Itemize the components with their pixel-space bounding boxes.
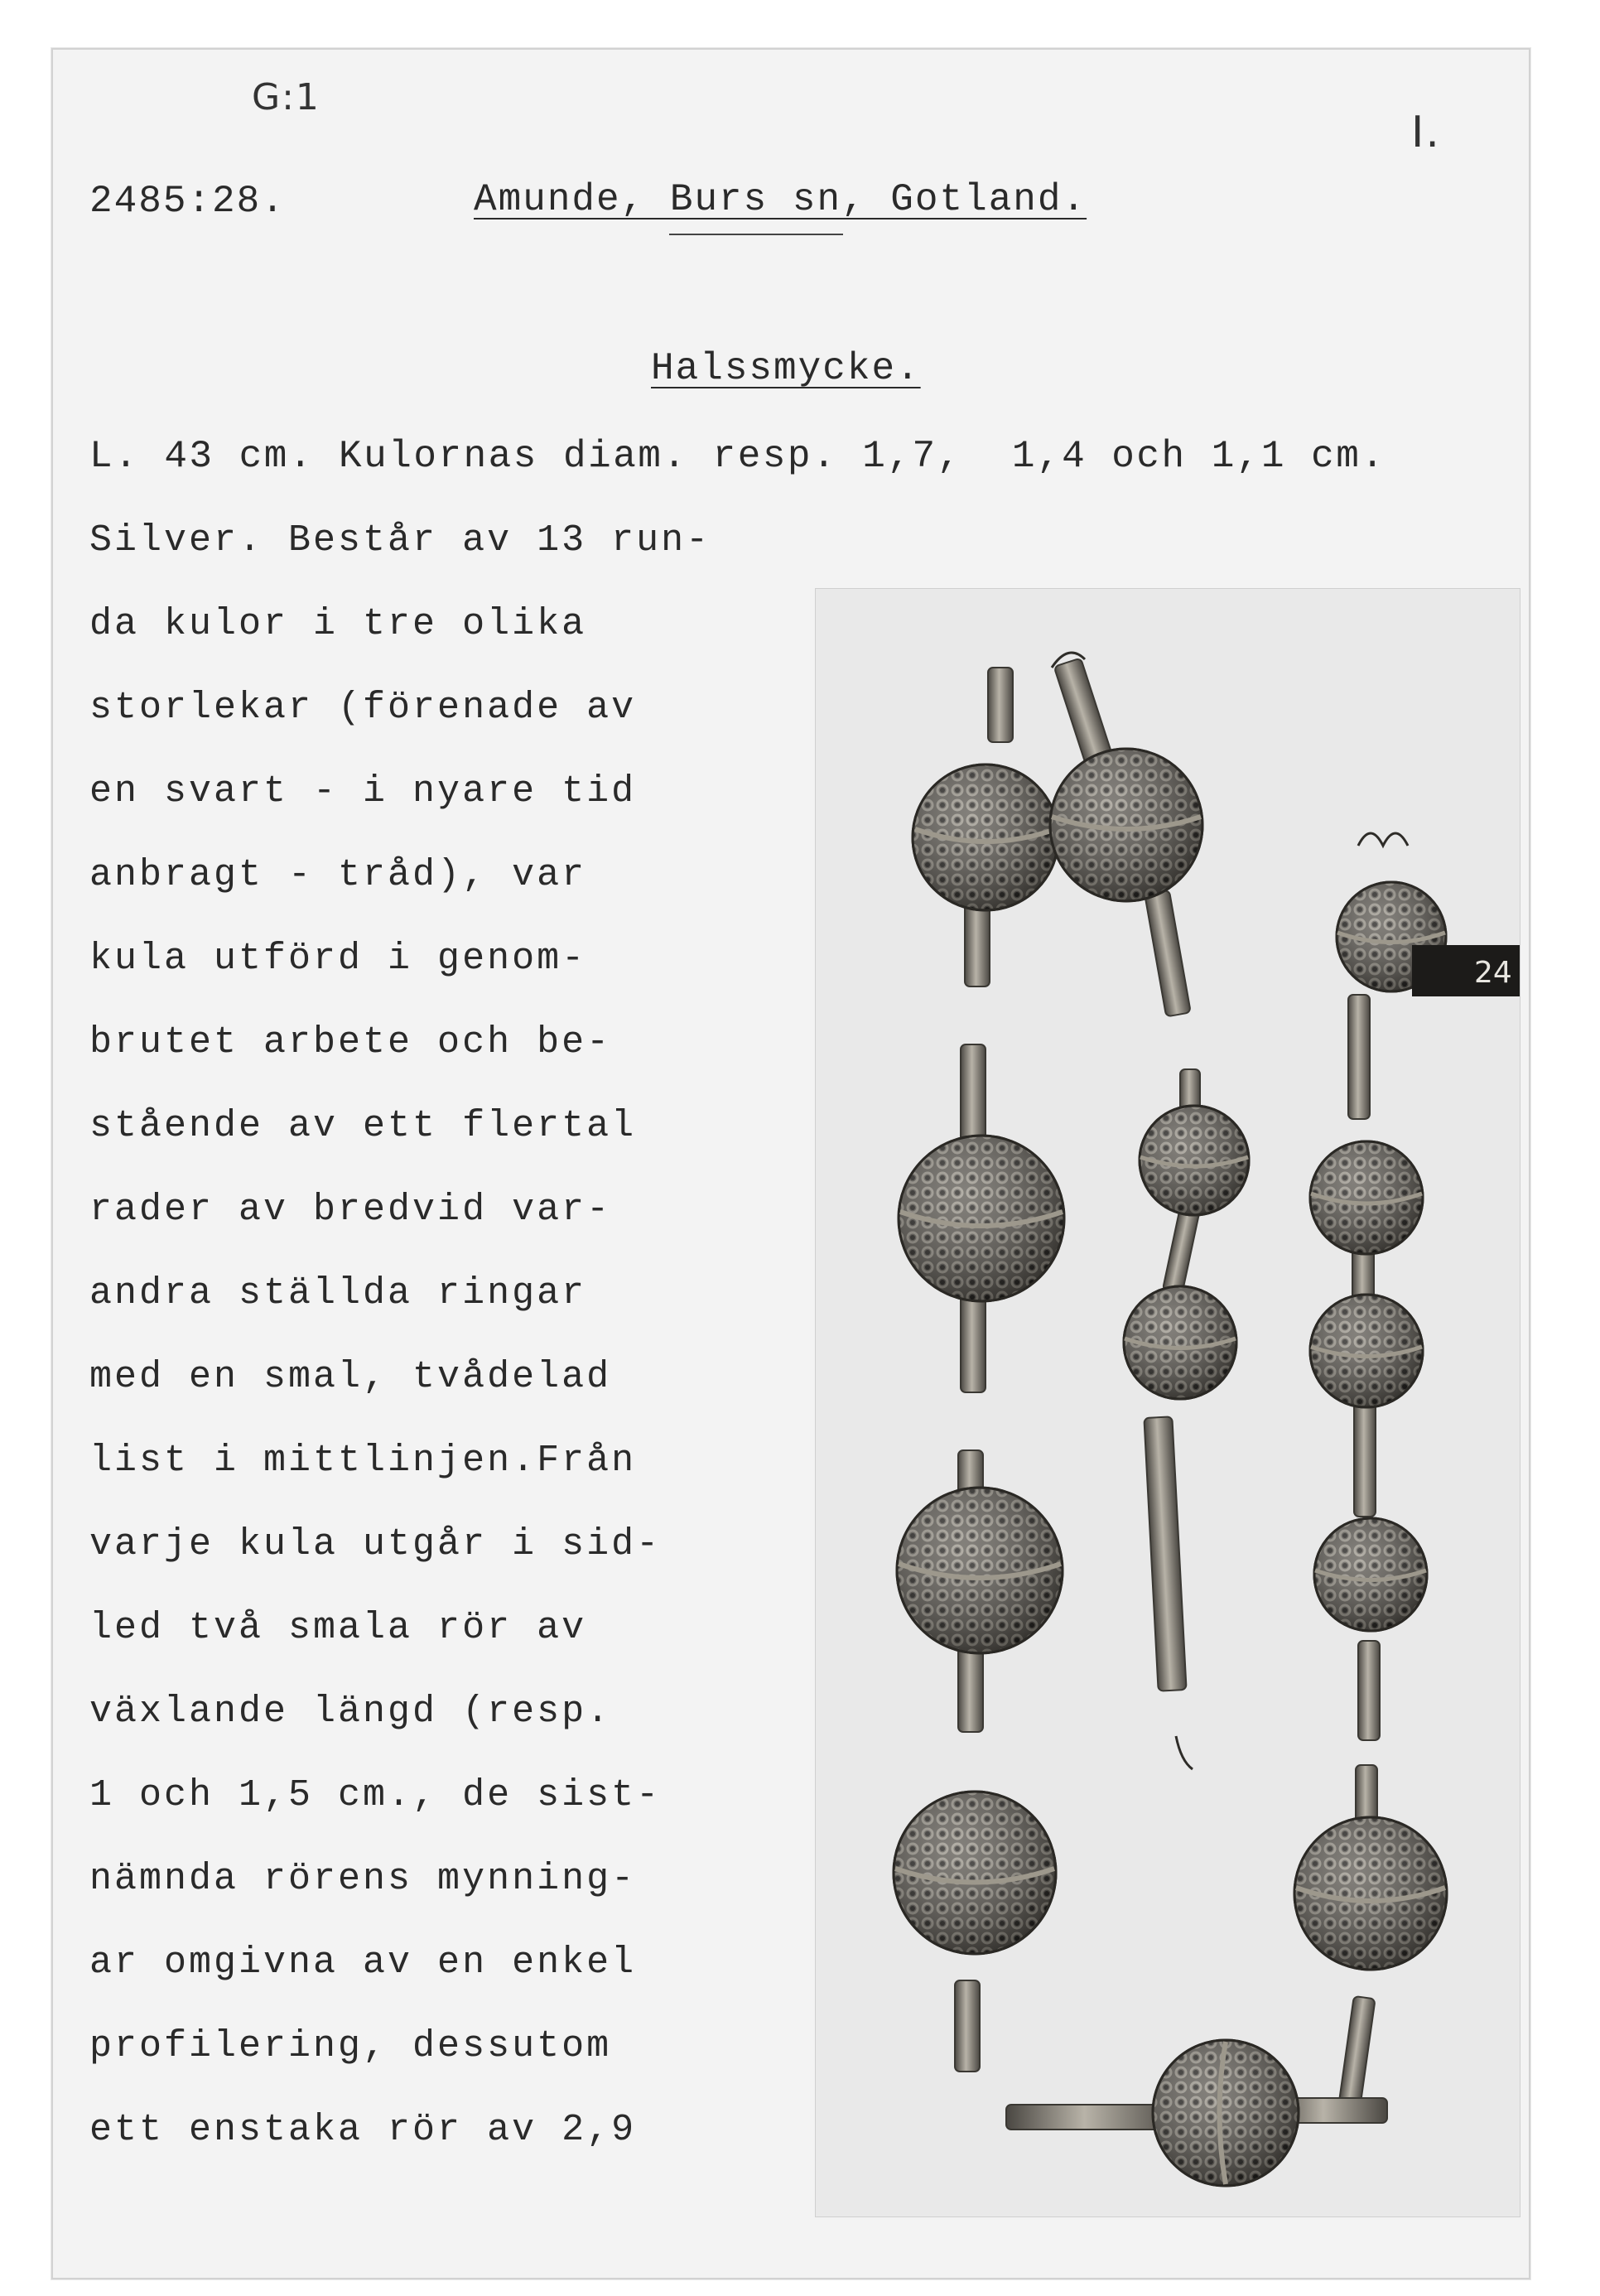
description-line: 1 och 1,5 cm., de sist-: [89, 1774, 662, 1816]
necklace-illustration: [816, 589, 1520, 2216]
description-line: anbragt - tråd), var: [89, 854, 587, 896]
handwritten-corner-mark: I.: [1411, 108, 1441, 157]
description-line: led två smala rör av: [89, 1607, 587, 1649]
bead: [1310, 1141, 1423, 1254]
bead: [899, 1136, 1064, 1301]
description-line: brutet arbete och be-: [89, 1021, 612, 1064]
bead: [1140, 1106, 1249, 1215]
description-line: Silver. Består av 13 run-: [89, 519, 711, 562]
description-line: profilering, dessutom: [89, 2025, 612, 2067]
description-line: kula utförd i genom-: [89, 938, 587, 980]
handwritten-top-mark: G:1: [252, 76, 320, 118]
description-line: med en smal, tvådelad: [89, 1356, 612, 1398]
bead: [1314, 1518, 1427, 1631]
location-rule: [669, 234, 843, 235]
description-line: andra ställda ringar: [89, 1272, 587, 1314]
bead: [913, 765, 1058, 910]
bead: [1294, 1817, 1447, 1970]
description-line: stående av ett flertal: [89, 1105, 637, 1147]
catalog-card: [51, 48, 1530, 2279]
object-title: Halssmycke.: [651, 347, 921, 390]
description-line: storlekar (förenade av: [89, 687, 637, 729]
catalog-number: 2485:28.: [89, 180, 286, 223]
description-line: ett enstaka rör av 2,9: [89, 2109, 637, 2151]
dimensions-line: L. 43 cm. Kulornas diam. resp. 1,7, 1,4 och 1,1 cm.: [89, 435, 1386, 478]
bead: [1153, 2040, 1299, 2186]
description-line: varje kula utgår i sid-: [89, 1523, 662, 1565]
find-location: Amunde, Burs sn, Gotland.: [474, 178, 1087, 221]
description-line: da kulor i tre olika: [89, 603, 587, 645]
bead: [1124, 1286, 1236, 1399]
description-line: nämnda rörens mynning-: [89, 1858, 637, 1900]
description-line: rader av bredvid var-: [89, 1189, 612, 1231]
description-line: ar omgivna av en enkel: [89, 1941, 637, 1984]
necklace-photo: [815, 588, 1520, 2217]
bead: [1050, 749, 1202, 901]
bead: [1310, 1295, 1423, 1407]
description-line: list i mittlinjen.Från: [89, 1440, 637, 1482]
description-line: växlande längd (resp.: [89, 1691, 612, 1733]
bead: [894, 1792, 1056, 1954]
tag-label: 24: [1474, 956, 1512, 990]
description-line: en svart - i nyare tid: [89, 770, 637, 813]
bead: [897, 1488, 1063, 1653]
